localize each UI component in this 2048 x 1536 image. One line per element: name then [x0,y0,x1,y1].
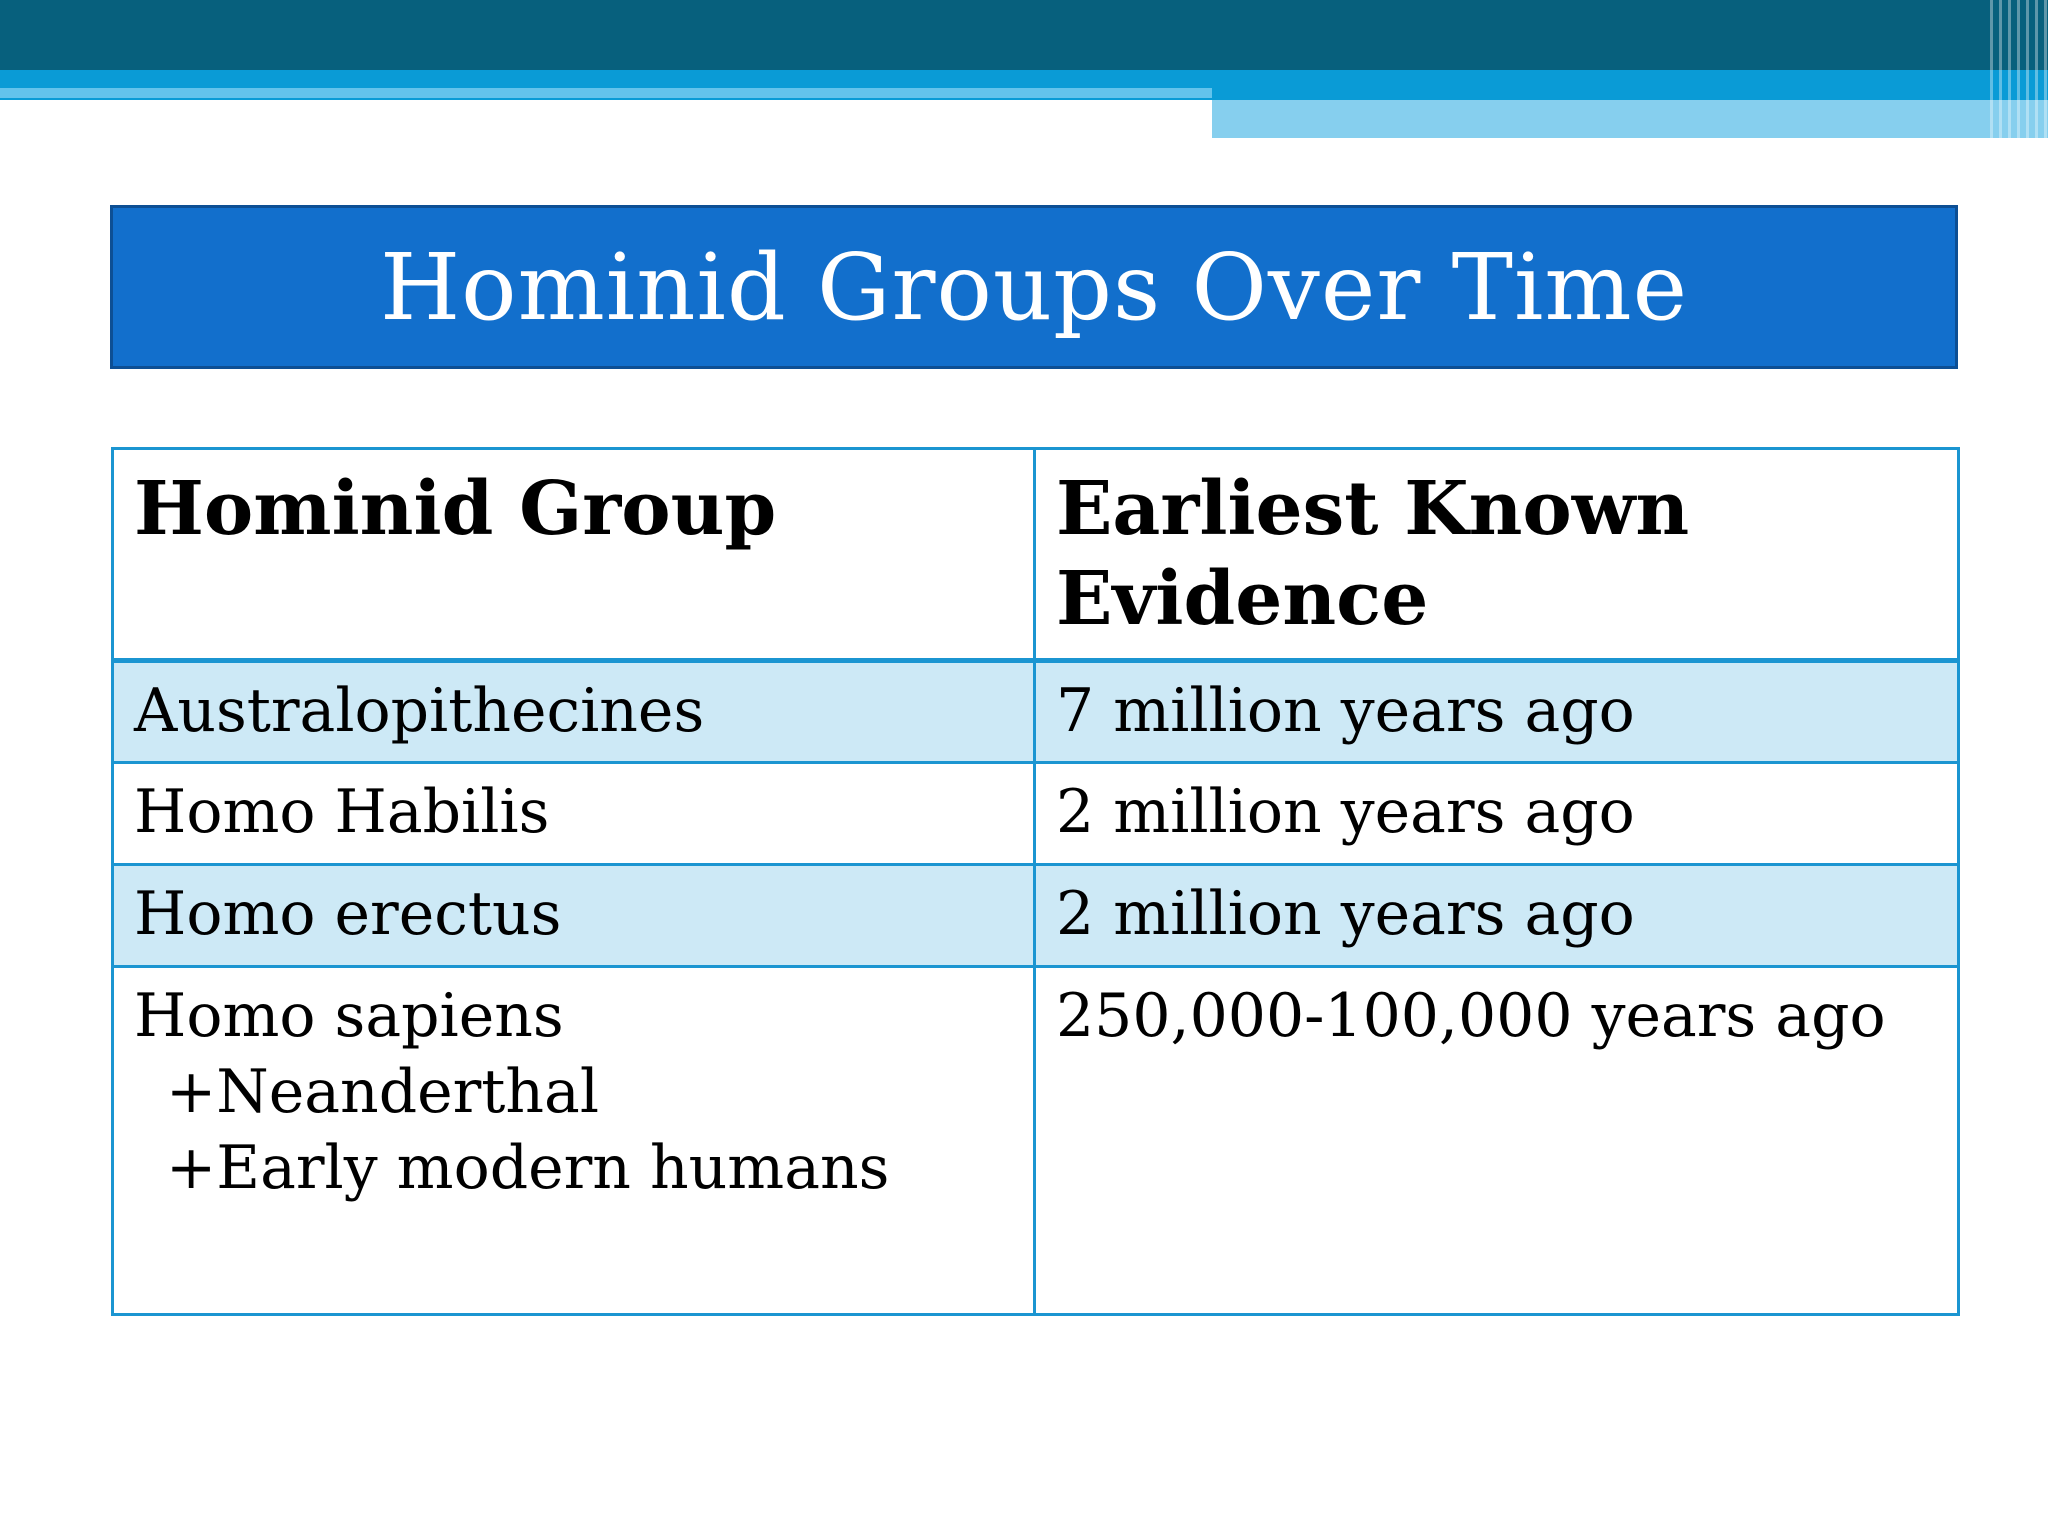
subgroup-item: +Neanderthal [166,1057,600,1127]
header-hominid-group: Hominid Group [113,449,1035,661]
cell-evidence: 250,000-100,000 years ago [1035,967,1959,1315]
top-band-light-left [0,88,1212,98]
cell-evidence: 7 million years ago [1035,661,1959,763]
hominid-table [111,447,1960,1316]
table-row [113,763,1959,865]
top-band-light-right [1212,100,2048,138]
table-header-row [113,449,1959,661]
table-row [113,967,1959,1315]
top-edge-stripes [1984,0,2048,138]
cell-group: Homo Habilis [113,763,1035,865]
header-earliest-evidence: Earliest Known Evidence [1035,449,1959,661]
top-band-dark [0,0,2048,70]
table-row [113,865,1959,967]
table-row [113,661,1959,763]
group-name: Homo sapiens [134,981,564,1051]
cell-evidence: 2 million years ago [1035,763,1959,865]
cell-group: Homo erectus [113,865,1035,967]
cell-group: Australopithecines [113,661,1035,763]
slide-title: Hominid Groups Over Time [379,233,1689,341]
subgroup-item: +Early modern humans [166,1133,890,1203]
cell-evidence: 2 million years ago [1035,865,1959,967]
title-banner [110,205,1958,369]
cell-group-sapiens [113,967,1035,1315]
